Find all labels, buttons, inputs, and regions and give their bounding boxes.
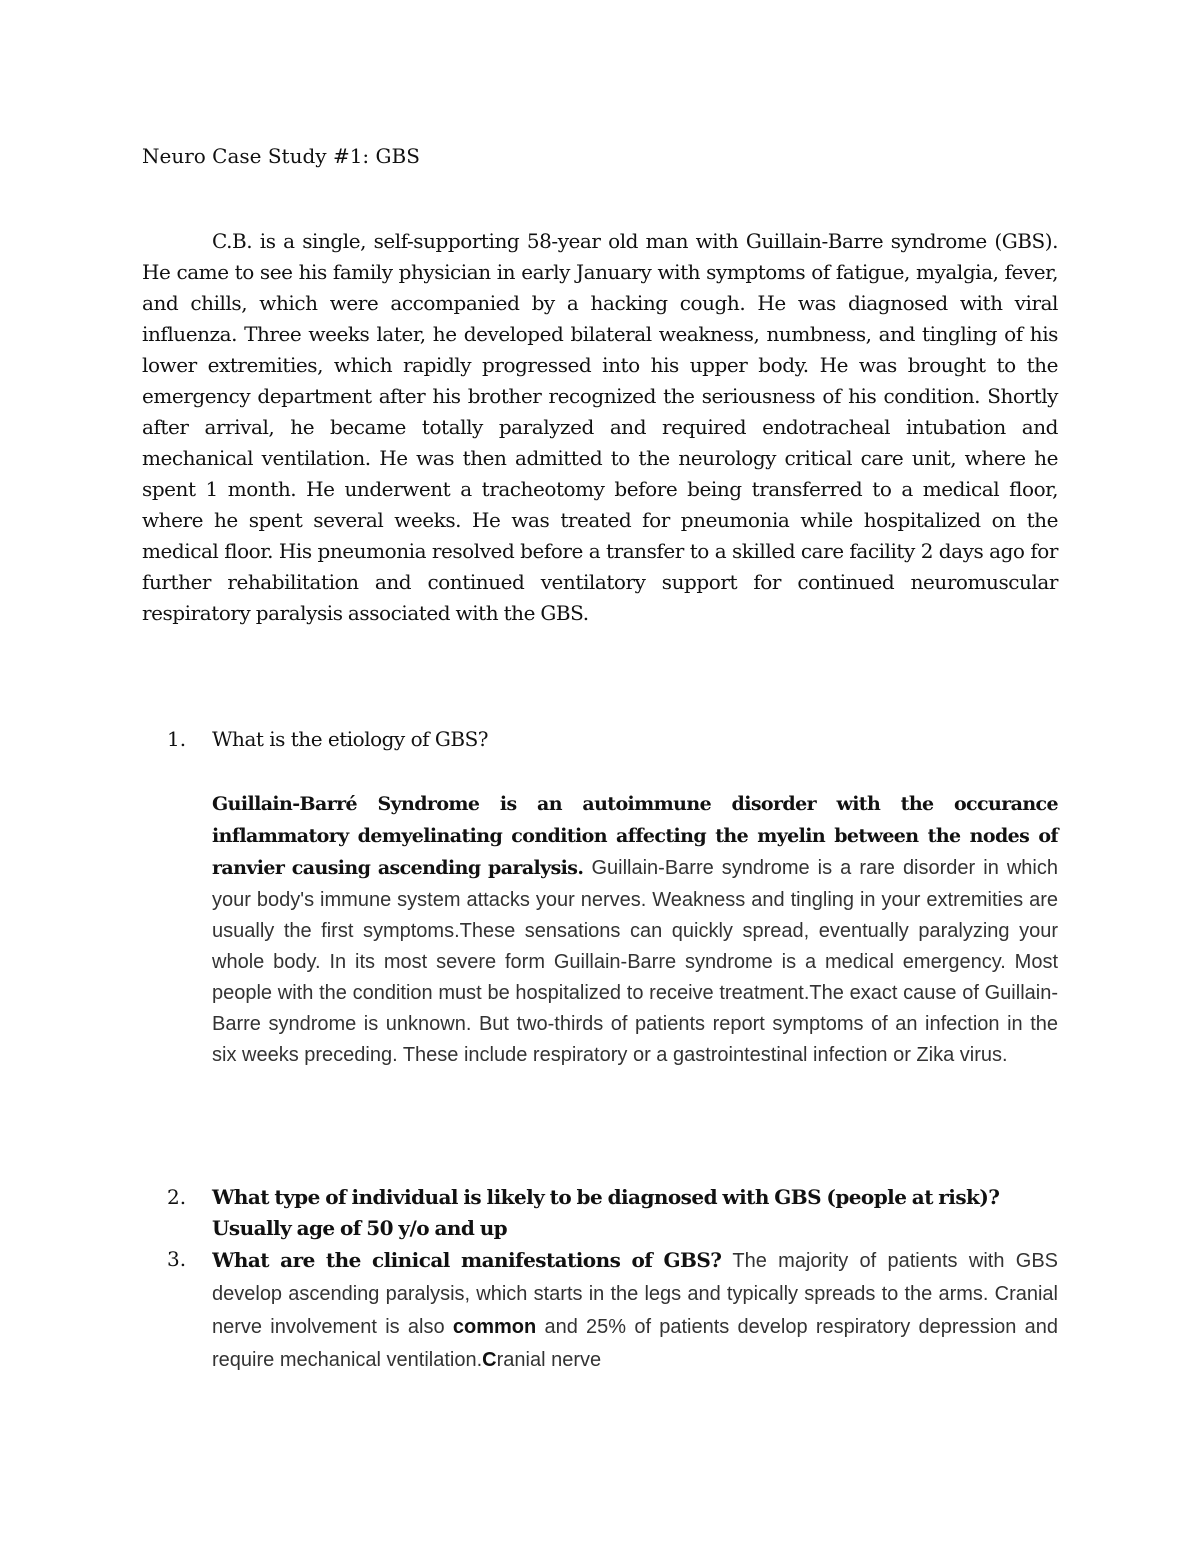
question-text: What is the etiology of GBS?: [212, 727, 488, 751]
document-title: Neuro Case Study #1: GBS: [142, 144, 420, 168]
answer-paragraph: [212, 788, 1058, 1070]
answer-emphasis-text: common: [452, 1316, 537, 1338]
case-description-paragraph: C.B. is a single, self-supporting 58-year old man with Guillain-Barre syndrome (GBS). He came to see his family physician in early January with symptoms of fatigue, myalgia, fever, and chills, which were accompanied by a hacking cough. He was diagnosed with viral influenza. Three weeks later, he developed bilateral weakness, numbness, and tingling of his lower extremities, which rapidly progressed into his upper body. He was brought to the emergency department after his brother recognized the seriousness of his condition. Shortly after arrival, he became totally paralyzed and required endotracheal intubation and mechanical ventilation. He was then admitted to the neurology critical care unit, where he spent 1 month. He underwent a tracheotomy before being transferred to a medical floor, where he spent several weeks. He was treated for pneumonia while hospitalized on the medical floor. His pneumonia resolved before a transfer to a skilled care facility 2 days ago for further rehabilitation and continued ventilatory support for continued neuromuscular respiratory paralysis associated with the GBS.: [142, 229, 1058, 625]
answer-body-text-continued: and 25% of patients develop respiratory depression and require mechanical ventilation.: [212, 1316, 1058, 1371]
answer-body-text-truncated: ranial nerve: [496, 1349, 602, 1371]
answer-body-text: The majority of patients with GBS develop ascending paralysis, which starts in the legs and typically spreads to the arms. Cranial nerve involvement is also: [212, 1250, 1058, 1338]
answer-cut-bold-letter: C: [482, 1349, 497, 1371]
question-number: 2.: [167, 1185, 187, 1209]
question-number: 3.: [167, 1247, 187, 1271]
question-item-3: [142, 1244, 1058, 1372]
question-item-1: [142, 724, 1058, 1070]
question-item-2: [142, 1182, 1058, 1244]
answer-bold-text: Guillain-Barré Syndrome is an autoimmune disorder with the occurance inflammatory demyelinating condition affecting the myelin between the nodes of ranvier causing ascending paralysis.: [212, 793, 1058, 879]
answer-bold-text: Usually age of 50 y/o and up: [212, 1216, 508, 1240]
answer-body-text: Guillain-Barre syndrome is a rare disorder in which your body's immune system attacks your nerves. Weakness and tingling in your extremities are usually the first symptoms.These sensations can quickly spread, eventually paralyzing your whole body. In its most severe form Guillain-Barre syndrome is a medical emergency. Most people with the condition must be hospitalized to receive treatment.The exact cause of Guillain-Barre syndrome is unknown. But two-thirds of patients report symptoms of an infection in the six weeks preceding. These include respiratory or a gastrointestinal infection or Zika virus.: [212, 857, 1058, 1066]
question-number: 1.: [167, 727, 187, 751]
question-text: What are the clinical manifestations of GBS?: [212, 1248, 722, 1272]
question-text: What type of individual is likely to be diagnosed with GBS (people at risk)?: [212, 1185, 1000, 1209]
